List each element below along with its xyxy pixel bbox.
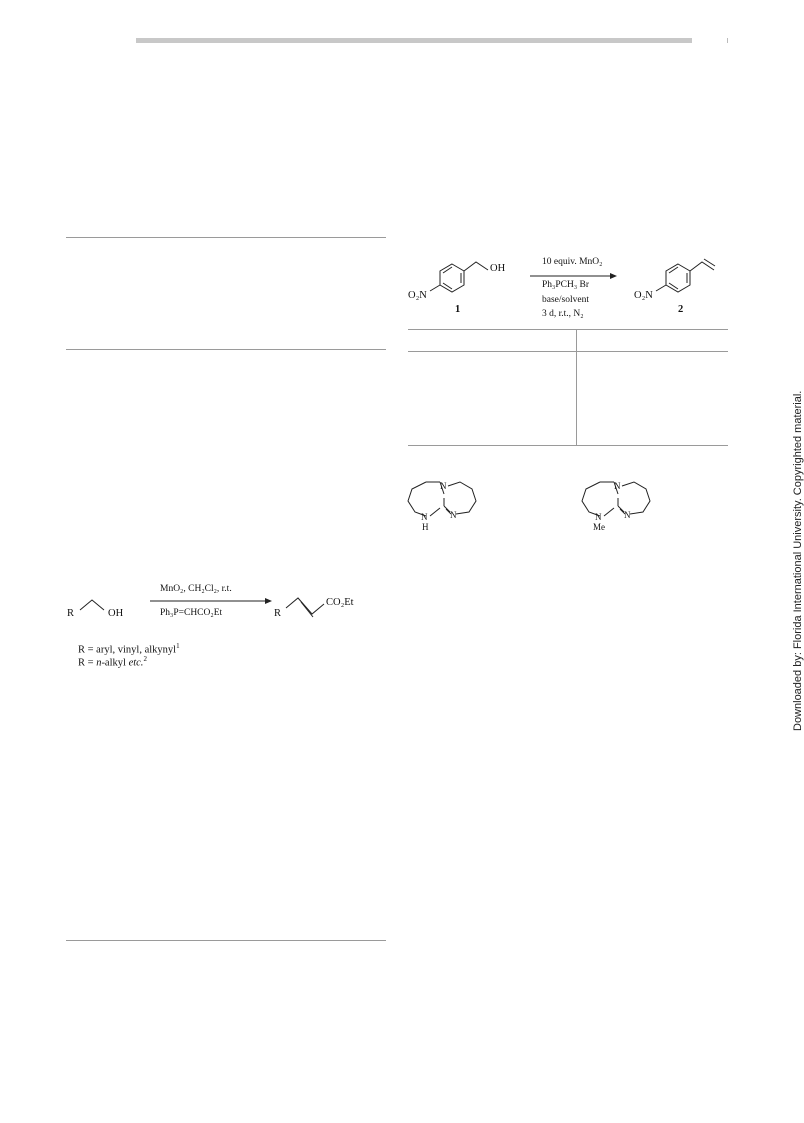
conditions-top: MnO₂, CH₂Cl₂, r.t. — [160, 584, 232, 594]
scope-line-1 — [78, 643, 180, 656]
condition-4: 3 d, r.t., N₂ — [542, 309, 584, 319]
scope-line-2-prefix: R = — [78, 657, 97, 669]
download-notice: Downloaded by: Florida International University. Copyrighted material. — [792, 390, 804, 731]
scope-line-2-etc: etc. — [128, 657, 144, 669]
base-2-nme-n: N — [595, 512, 602, 522]
scope-line-2-mid: -alkyl — [101, 657, 129, 669]
condition-1: 10 equiv. MnO₂ — [542, 257, 603, 267]
scope-ref-2: 2 — [143, 655, 147, 663]
base-1-imine-n: N — [450, 510, 457, 520]
reactant-oh: OH — [490, 263, 506, 274]
reactant-oh-label: OH — [108, 608, 124, 619]
reactant-nitro: O₂N — [408, 290, 427, 301]
product-number: 2 — [678, 304, 684, 315]
header-bar — [136, 38, 692, 43]
conditions-bottom: Ph₃P=CHCO₂Et — [160, 608, 223, 618]
table-header-rule — [66, 349, 386, 350]
base-1-nh-n: N — [421, 512, 428, 522]
right-table-top-rule — [408, 329, 728, 330]
base-1-n-top: N — [440, 481, 447, 491]
scheme-nitrostyrene — [400, 250, 735, 330]
right-table-header-rule — [408, 351, 728, 352]
reactant-number: 1 — [455, 304, 461, 315]
product-nitro: O₂N — [634, 290, 653, 301]
header-tick — [727, 38, 728, 43]
base-structure-2 — [578, 476, 658, 536]
scheme-tandem-oxidation-wittig — [60, 580, 390, 670]
reactant-r-label: R — [67, 608, 75, 619]
scope-line-2-italic: n — [96, 657, 102, 669]
scope-line-1-text: R = aryl, vinyl, alkynyl — [78, 644, 177, 656]
right-table-bottom-rule — [408, 445, 728, 446]
table-top-rule — [66, 237, 386, 238]
base-1-nh-h: H — [422, 522, 429, 532]
condition-3: base/solvent — [542, 295, 589, 305]
right-table-column-divider — [576, 329, 577, 445]
scope-ref-1: 1 — [176, 642, 180, 650]
base-structure-1 — [404, 476, 484, 536]
condition-2: Ph₃PCH₃ Br — [542, 280, 590, 290]
product-co2et-label: CO₂Et — [326, 597, 354, 608]
base-2-imine-n: N — [624, 510, 631, 520]
scope-line-2 — [78, 656, 147, 669]
product-r-label: R — [274, 608, 282, 619]
base-2-n-top: N — [614, 481, 621, 491]
base-2-methyl: Me — [593, 522, 605, 532]
table-bottom-rule — [66, 940, 386, 941]
